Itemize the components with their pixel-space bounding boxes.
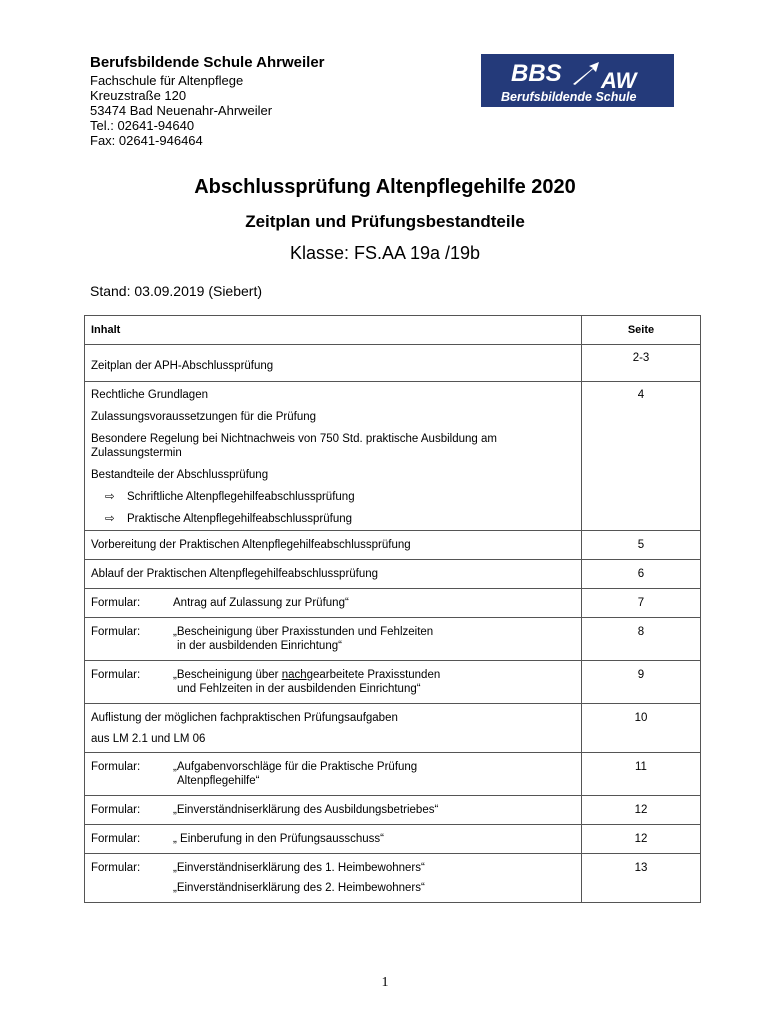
logo-arrow-icon <box>573 62 599 85</box>
table-row <box>85 589 701 618</box>
row-page: 8 <box>637 626 645 638</box>
form-text: in der ausbildenden Einrichtung“ <box>177 640 342 652</box>
row-text: Zeitplan der APH-Abschlussprüfung <box>91 360 274 372</box>
table-row <box>85 531 701 560</box>
address-line-department: Fachschule für Altenpflege <box>90 73 244 88</box>
address-line-city: 53474 Bad Neuenahr-Ahrweiler <box>90 103 273 118</box>
table-row <box>85 753 701 796</box>
address-line-fax: Fax: 02641-946464 <box>90 133 203 148</box>
form-text: und Fehlzeiten in der ausbildenden Einrichtung“ <box>177 683 421 695</box>
row-page: 6 <box>637 568 645 580</box>
table-row <box>85 704 701 753</box>
form-text: Altenpflegehilfe“ <box>177 775 260 787</box>
stand-date: Stand: 03.09.2019 (Siebert) <box>90 283 263 299</box>
form-text: „Bescheinigung über Praxisstunden und Fehlzeiten <box>173 626 434 638</box>
logo-bbs-text: BBS <box>511 60 562 87</box>
arrow-right-icon: ⇨ <box>105 491 115 503</box>
table-row <box>85 560 701 589</box>
form-text: „Einverständniserklärung des Ausbildungsbetriebes“ <box>173 804 439 816</box>
row-page: 7 <box>637 597 645 609</box>
logo-aw-text: AW <box>601 68 637 93</box>
row-page: 5 <box>637 539 645 551</box>
row-text: Bestandteile der Abschlussprüfung <box>91 469 269 481</box>
row-page: 13 <box>634 862 648 874</box>
address-line-phone: Tel.: 02641-94640 <box>90 118 195 133</box>
form-text: „Einverständniserklärung des 1. Heimbewohners“ <box>173 862 425 874</box>
logo-subtitle-text: Berufsbildende Schule <box>501 90 637 104</box>
bullet-item: ⇨ Praktische Altenpflegehilfeabschlussprüfung <box>105 513 353 525</box>
row-text: Besondere Regelung bei Nichtnachweis von 750 Std. praktische Ausbildung am <box>91 433 497 445</box>
document-title: Abschlussprüfung Altenpflegehilfe 2020 <box>194 176 576 198</box>
form-text: „Bescheinigung über nachgearbeitete Praxisstunden <box>173 669 441 681</box>
form-text: „Aufgabenvorschläge für die Praktische Prüfung <box>173 761 418 773</box>
row-page: 2-3 <box>632 352 650 364</box>
row-page: 10 <box>634 712 648 724</box>
form-label: Formular: <box>91 833 141 845</box>
school-name: Berufsbildende Schule Ahrweiler <box>90 54 325 71</box>
header-content: Inhalt <box>85 316 582 345</box>
row-page: 12 <box>634 833 648 845</box>
contents-table <box>84 315 701 903</box>
row-page: 12 <box>634 804 648 816</box>
bullet-item: ⇨ Schriftliche Altenpflegehilfeabschlussprüfung <box>105 491 355 503</box>
form-label: Formular: <box>91 626 141 638</box>
row-page: 4 <box>637 389 645 401</box>
row-text: Auflistung der möglichen fachpraktischen Prüfungsaufgaben <box>91 712 398 724</box>
address-line-street: Kreuzstraße 120 <box>90 88 187 103</box>
table-row <box>85 854 701 903</box>
form-label: Formular: <box>91 669 141 681</box>
table-row <box>85 382 701 531</box>
form-text: „Einverständniserklärung des 2. Heimbewohners“ <box>173 882 425 894</box>
table-row <box>85 618 701 661</box>
arrow-right-icon: ⇨ <box>105 513 115 525</box>
table-row <box>85 825 701 854</box>
class-line: Klasse: FS.AA 19a /19b <box>289 243 481 263</box>
row-text: Vorbereitung der Praktischen Altenpflegehilfeabschlussprüfung <box>91 539 411 551</box>
header-page: Seite <box>582 316 701 345</box>
table-row <box>85 661 701 704</box>
row-page: 11 <box>635 761 647 773</box>
form-text: „ Einberufung in den Prüfungsausschuss“ <box>173 833 384 845</box>
row-text: Zulassungstermin <box>91 447 182 459</box>
row-text: Rechtliche Grundlagen <box>91 389 208 401</box>
document-subtitle: Zeitplan und Prüfungsbestandteile <box>245 212 525 231</box>
table-row <box>85 345 701 382</box>
row-text: Ablauf der Praktischen Altenpflegehilfeabschlussprüfung <box>91 568 379 580</box>
bbs-aw-logo <box>481 54 674 107</box>
form-label: Formular: <box>91 804 141 816</box>
form-label: Formular: <box>91 597 141 609</box>
table-header-row <box>85 316 701 345</box>
form-text: Antrag auf Zulassung zur Prüfung“ <box>173 597 349 609</box>
row-text: aus LM 2.1 und LM 06 <box>91 733 206 745</box>
row-text: Zulassungsvoraussetzungen für die Prüfung <box>91 411 317 423</box>
form-label: Formular: <box>91 761 141 773</box>
form-label: Formular: <box>91 862 141 874</box>
table-row <box>85 796 701 825</box>
row-page: 9 <box>637 669 645 681</box>
page-number: 1 <box>381 975 389 990</box>
